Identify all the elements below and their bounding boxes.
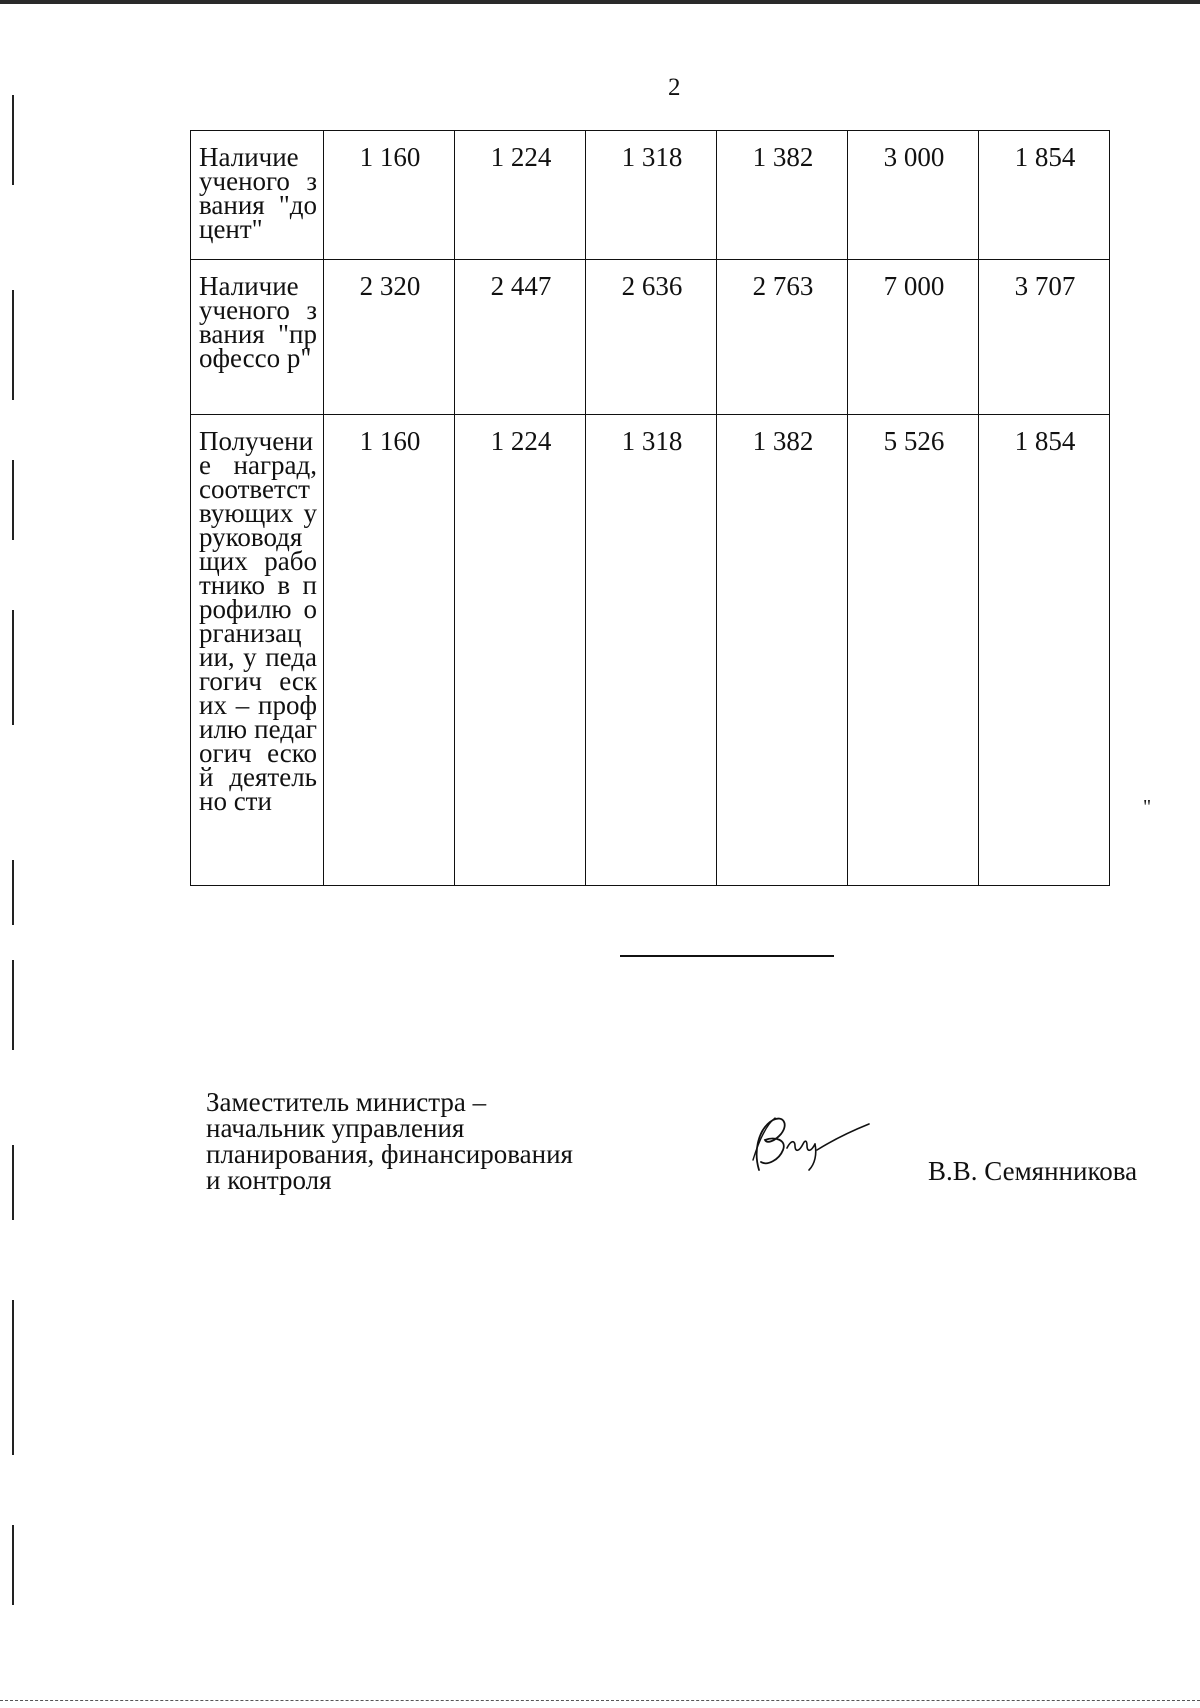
table-cell: 1 854 — [979, 415, 1110, 886]
scan-bottom-edge — [0, 1700, 1200, 1703]
table-cell: 2 636 — [586, 260, 717, 415]
table-cell: 1 160 — [324, 415, 455, 886]
table-cell: 2 320 — [324, 260, 455, 415]
margin-scan-mark — [12, 95, 14, 185]
table-cell: 1 318 — [586, 415, 717, 886]
table-cell: 3 707 — [979, 260, 1110, 415]
position-line: начальник управления — [206, 1113, 465, 1143]
scan-top-edge — [0, 0, 1200, 4]
table-cell: 1 160 — [324, 131, 455, 260]
row-label-awards: Получени е наград, соответст вующих у руководя щих работнико в профилю организац ии, у педагогич еских – профилю педагогич еской деятельно сти — [191, 415, 324, 886]
table-cell: 2 763 — [717, 260, 848, 415]
margin-scan-mark — [12, 290, 14, 400]
row-label-docent: Наличие ученого звания "доцент" — [191, 131, 324, 260]
signer-position — [206, 1089, 573, 1193]
position-line: планирования, финансирования — [206, 1139, 573, 1169]
table-cell: 1 854 — [979, 131, 1110, 260]
handwritten-signature — [745, 1110, 875, 1180]
margin-scan-mark — [12, 1525, 14, 1605]
table-cell: 1 318 — [586, 131, 717, 260]
margin-scan-mark — [12, 960, 14, 1050]
table-row — [191, 415, 1110, 886]
table-cell: 2 447 — [455, 260, 586, 415]
margin-scan-mark — [12, 860, 14, 925]
table-row — [191, 131, 1110, 260]
table-cell: 1 382 — [717, 415, 848, 886]
payment-table — [190, 130, 1110, 886]
signer-name: В.В. Семянникова — [928, 1156, 1138, 1186]
row-label-professor: Наличие ученого звания "профессо р" — [191, 260, 324, 415]
margin-scan-mark — [12, 1145, 14, 1220]
table-cell: 5 526 — [848, 415, 979, 886]
margin-scan-mark — [12, 610, 14, 725]
table-row — [191, 260, 1110, 415]
position-line: Заместитель министра – — [206, 1087, 487, 1117]
table-cell: 7 000 — [848, 260, 979, 415]
table-cell: 3 000 — [848, 131, 979, 260]
position-line: и контроля — [206, 1165, 332, 1195]
closing-quote-mark: " — [1143, 796, 1152, 818]
margin-scan-mark — [12, 460, 14, 540]
end-divider — [620, 955, 834, 957]
table-cell: 1 224 — [455, 415, 586, 886]
table-cell: 1 224 — [455, 131, 586, 260]
page-number: 2 — [668, 74, 681, 101]
margin-scan-mark — [12, 1300, 14, 1455]
table-cell: 1 382 — [717, 131, 848, 260]
